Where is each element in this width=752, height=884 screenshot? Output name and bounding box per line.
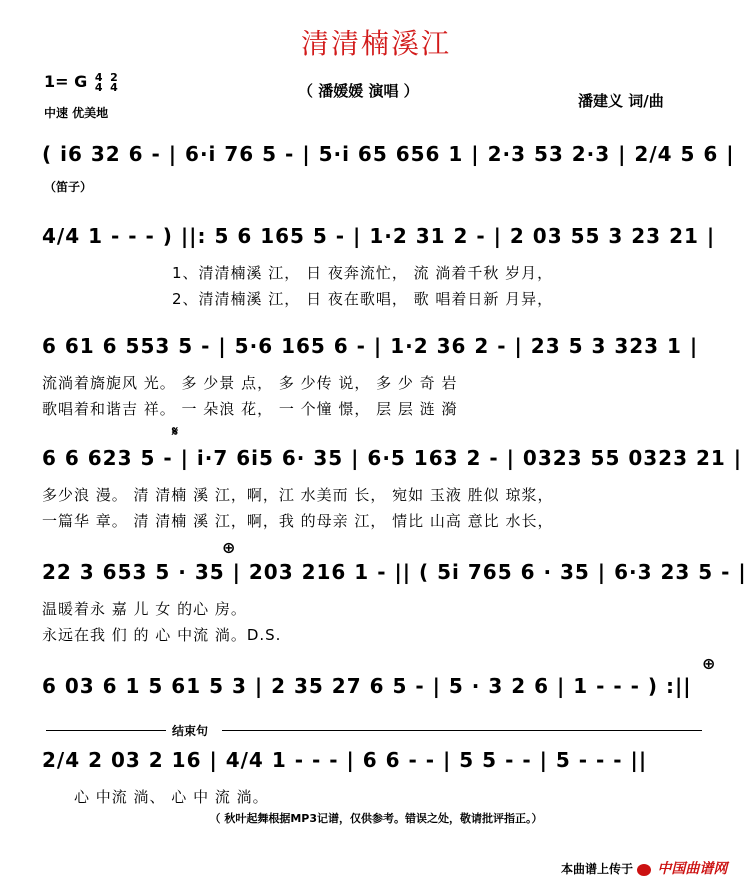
score-row-7: 2/4 2 03 2 16 | 4/4 1 - - - | 6 6 - - | 5 5 - - | 5 - - - || xyxy=(42,748,648,772)
lyric-row-3-verse-2: 歌唱着和谐吉 祥。 一 朵浪 花， 一 个憧 憬， 层 层 涟 漪 xyxy=(42,400,458,418)
singer-credit: （ 潘媛媛 演唱 ） xyxy=(298,82,419,100)
coda-label: 结束句 xyxy=(172,724,209,738)
site-name[interactable]: 中国曲谱网 xyxy=(657,861,728,877)
lyric-row-5-verse-1: 温暖着永 嘉 儿 女 的心 房。 xyxy=(42,600,247,618)
lyric-row-2-verse-2: 2、清清楠溪 江， 日 夜在歌唱， 歌 唱着日新 月异， xyxy=(172,290,554,308)
page-title: 清清楠溪江 xyxy=(300,27,451,60)
coda-sign-icon-2: ⊕ xyxy=(702,654,716,673)
upload-text: 本曲谱上传于 xyxy=(561,862,634,876)
tempo-marking: 中速 优美地 xyxy=(44,106,109,120)
score-row-4: 6 6 623 5 - | i·7 6i5 6· 35 | 6·5 163 2 - | 0323 55 0323 21 | xyxy=(42,446,743,470)
score-row-3: 6 61 6 553 5 - | 5·6 165 6 - | 1·2 36 2 - | 23 5 3 323 1 | xyxy=(42,334,699,358)
key-label: 1= G xyxy=(44,72,88,91)
meter-two-four: 2 4 xyxy=(110,70,118,94)
lyric-row-7: 心 中流 淌、 心 中 流 淌。 xyxy=(74,788,269,806)
segno-icon: 𝄋 xyxy=(172,424,179,440)
composer-credit: 潘建义 词/曲 xyxy=(578,92,664,110)
coda-line-right xyxy=(222,730,702,731)
upload-credit xyxy=(561,858,727,878)
lyric-row-5-verse-2: 永远在我 们 的 心 中流 淌。D.S. xyxy=(42,626,282,644)
lyric-row-4-verse-2: 一篇华 章。 清 清楠 溪 江，啊，我 的母亲 江， 情比 山高 意比 水长， xyxy=(42,512,554,530)
footnote: （ 秋叶起舞根据MP3记谱，仅供参考。错误之处，敬请批评指正。） xyxy=(209,812,543,825)
score-row-5: 22 3 653 5 · 35 | 203 216 1 - || ( 5i 765 6 · 35 | 6·3 23 5 - | xyxy=(42,560,747,584)
score-row-2: 4/4 1 - - - ) ||: 5 6 165 5 - | 1·2 31 2 - | 2 03 55 3 23 21 | xyxy=(42,224,716,248)
score-row-1: ( i6 32 6 - | 6·i 76 5 - | 5·i 65 656 1 | 2·3 53 2·3 | 2/4 5 6 | xyxy=(42,142,735,166)
coda-sign-icon: ⊕ xyxy=(222,538,236,557)
site-logo-icon xyxy=(637,864,651,876)
coda-line-left xyxy=(46,730,166,731)
lyric-row-3-verse-1: 流淌着旖旎风 光。 多 少景 点， 多 少传 说， 多 少 奇 岩 xyxy=(42,374,458,392)
lyric-row-4-verse-1: 多少浪 漫。 清 清楠 溪 江，啊，江 水美而 长， 宛如 玉液 胜似 琼浆， xyxy=(42,486,554,504)
instrument-label: （笛子） xyxy=(44,180,93,194)
key-signature xyxy=(44,72,118,93)
lyric-row-2-verse-1: 1、清清楠溪 江， 日 夜奔流忙， 流 淌着千秋 岁月， xyxy=(172,264,554,282)
meter-four-four: 4 4 xyxy=(94,70,103,94)
score-row-6: 6 03 6 1 5 61 5 3 | 2 35 27 6 5 - | 5 · 3 2 6 | 1 - - - ) :|| xyxy=(42,674,692,698)
